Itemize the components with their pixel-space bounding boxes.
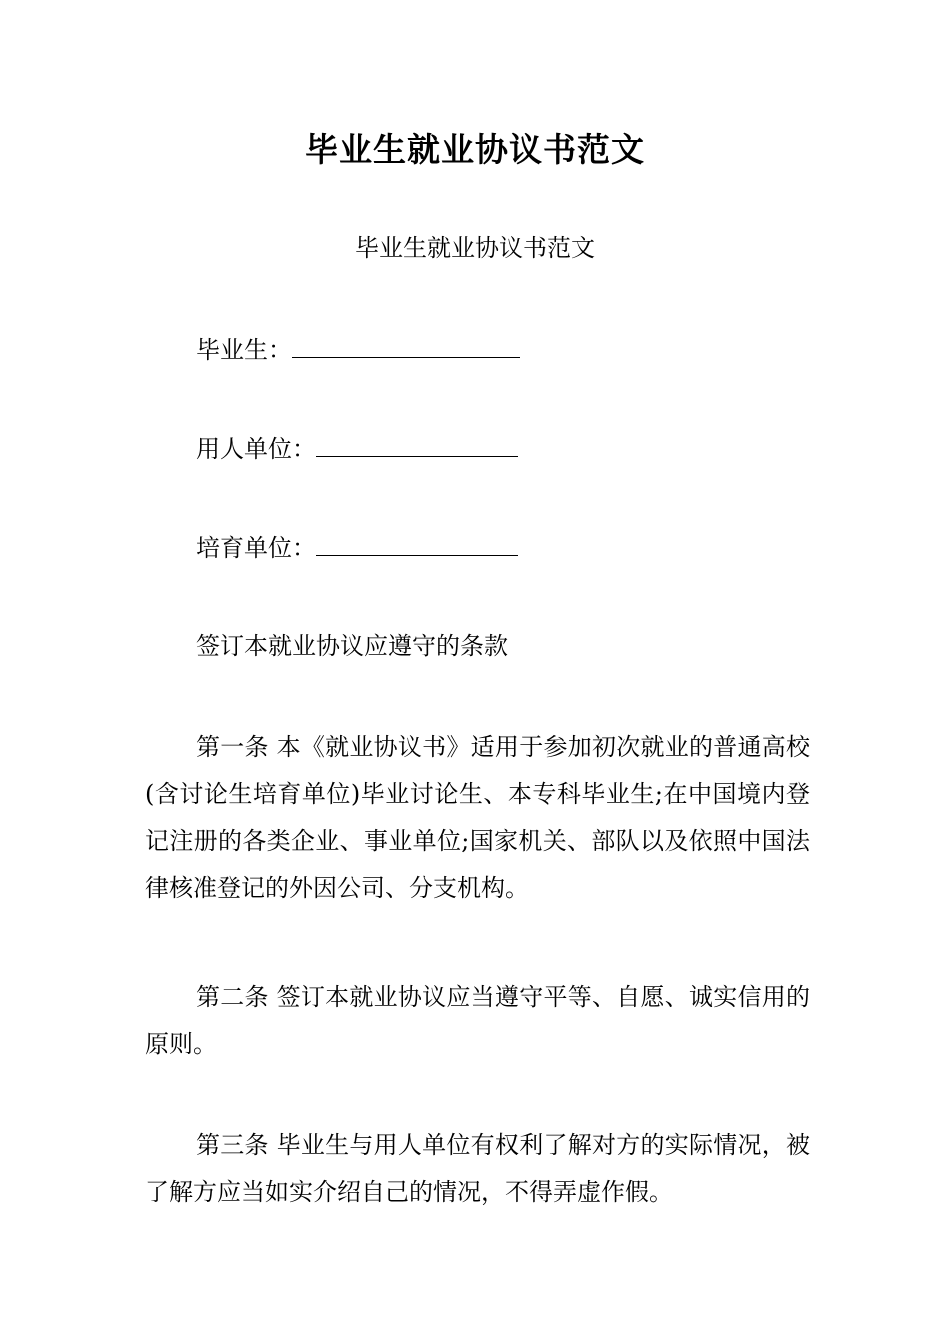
field-training-unit-blank bbox=[316, 533, 518, 556]
field-employer-blank bbox=[316, 434, 518, 457]
document-subtitle: 毕业生就业协议书范文 bbox=[355, 234, 595, 262]
field-employer bbox=[196, 432, 518, 466]
field-employer-label: 用人单位： bbox=[196, 435, 316, 463]
field-training-unit bbox=[196, 531, 518, 565]
terms-heading: 签订本就业协议应遵守的条款 bbox=[196, 632, 508, 660]
field-graduate-label: 毕业生： bbox=[196, 336, 292, 364]
article-2: 第二条 签订本就业协议应当遵守平等、自愿、诚实信用的原则。 bbox=[145, 983, 810, 1058]
field-training-unit-label: 培育单位： bbox=[196, 534, 316, 562]
field-graduate-blank bbox=[292, 335, 520, 358]
article-1: 第一条 本《就业协议书》适用于参加初次就业的普通高校(含讨论生培育单位)毕业讨论生、本专科毕业生;在中国境内登记注册的各类企业、事业单位;国家机关、部队以及依照中国法律核准登记的外因公司、分支机构。 bbox=[145, 733, 810, 902]
document-title: 毕业生就业协议书范文 bbox=[305, 130, 645, 169]
field-graduate bbox=[196, 333, 520, 367]
article-3: 第三条 毕业生与用人单位有权利了解对方的实际情况，被了解方应当如实介绍自己的情况，不得弄虚作假。 bbox=[145, 1131, 810, 1206]
